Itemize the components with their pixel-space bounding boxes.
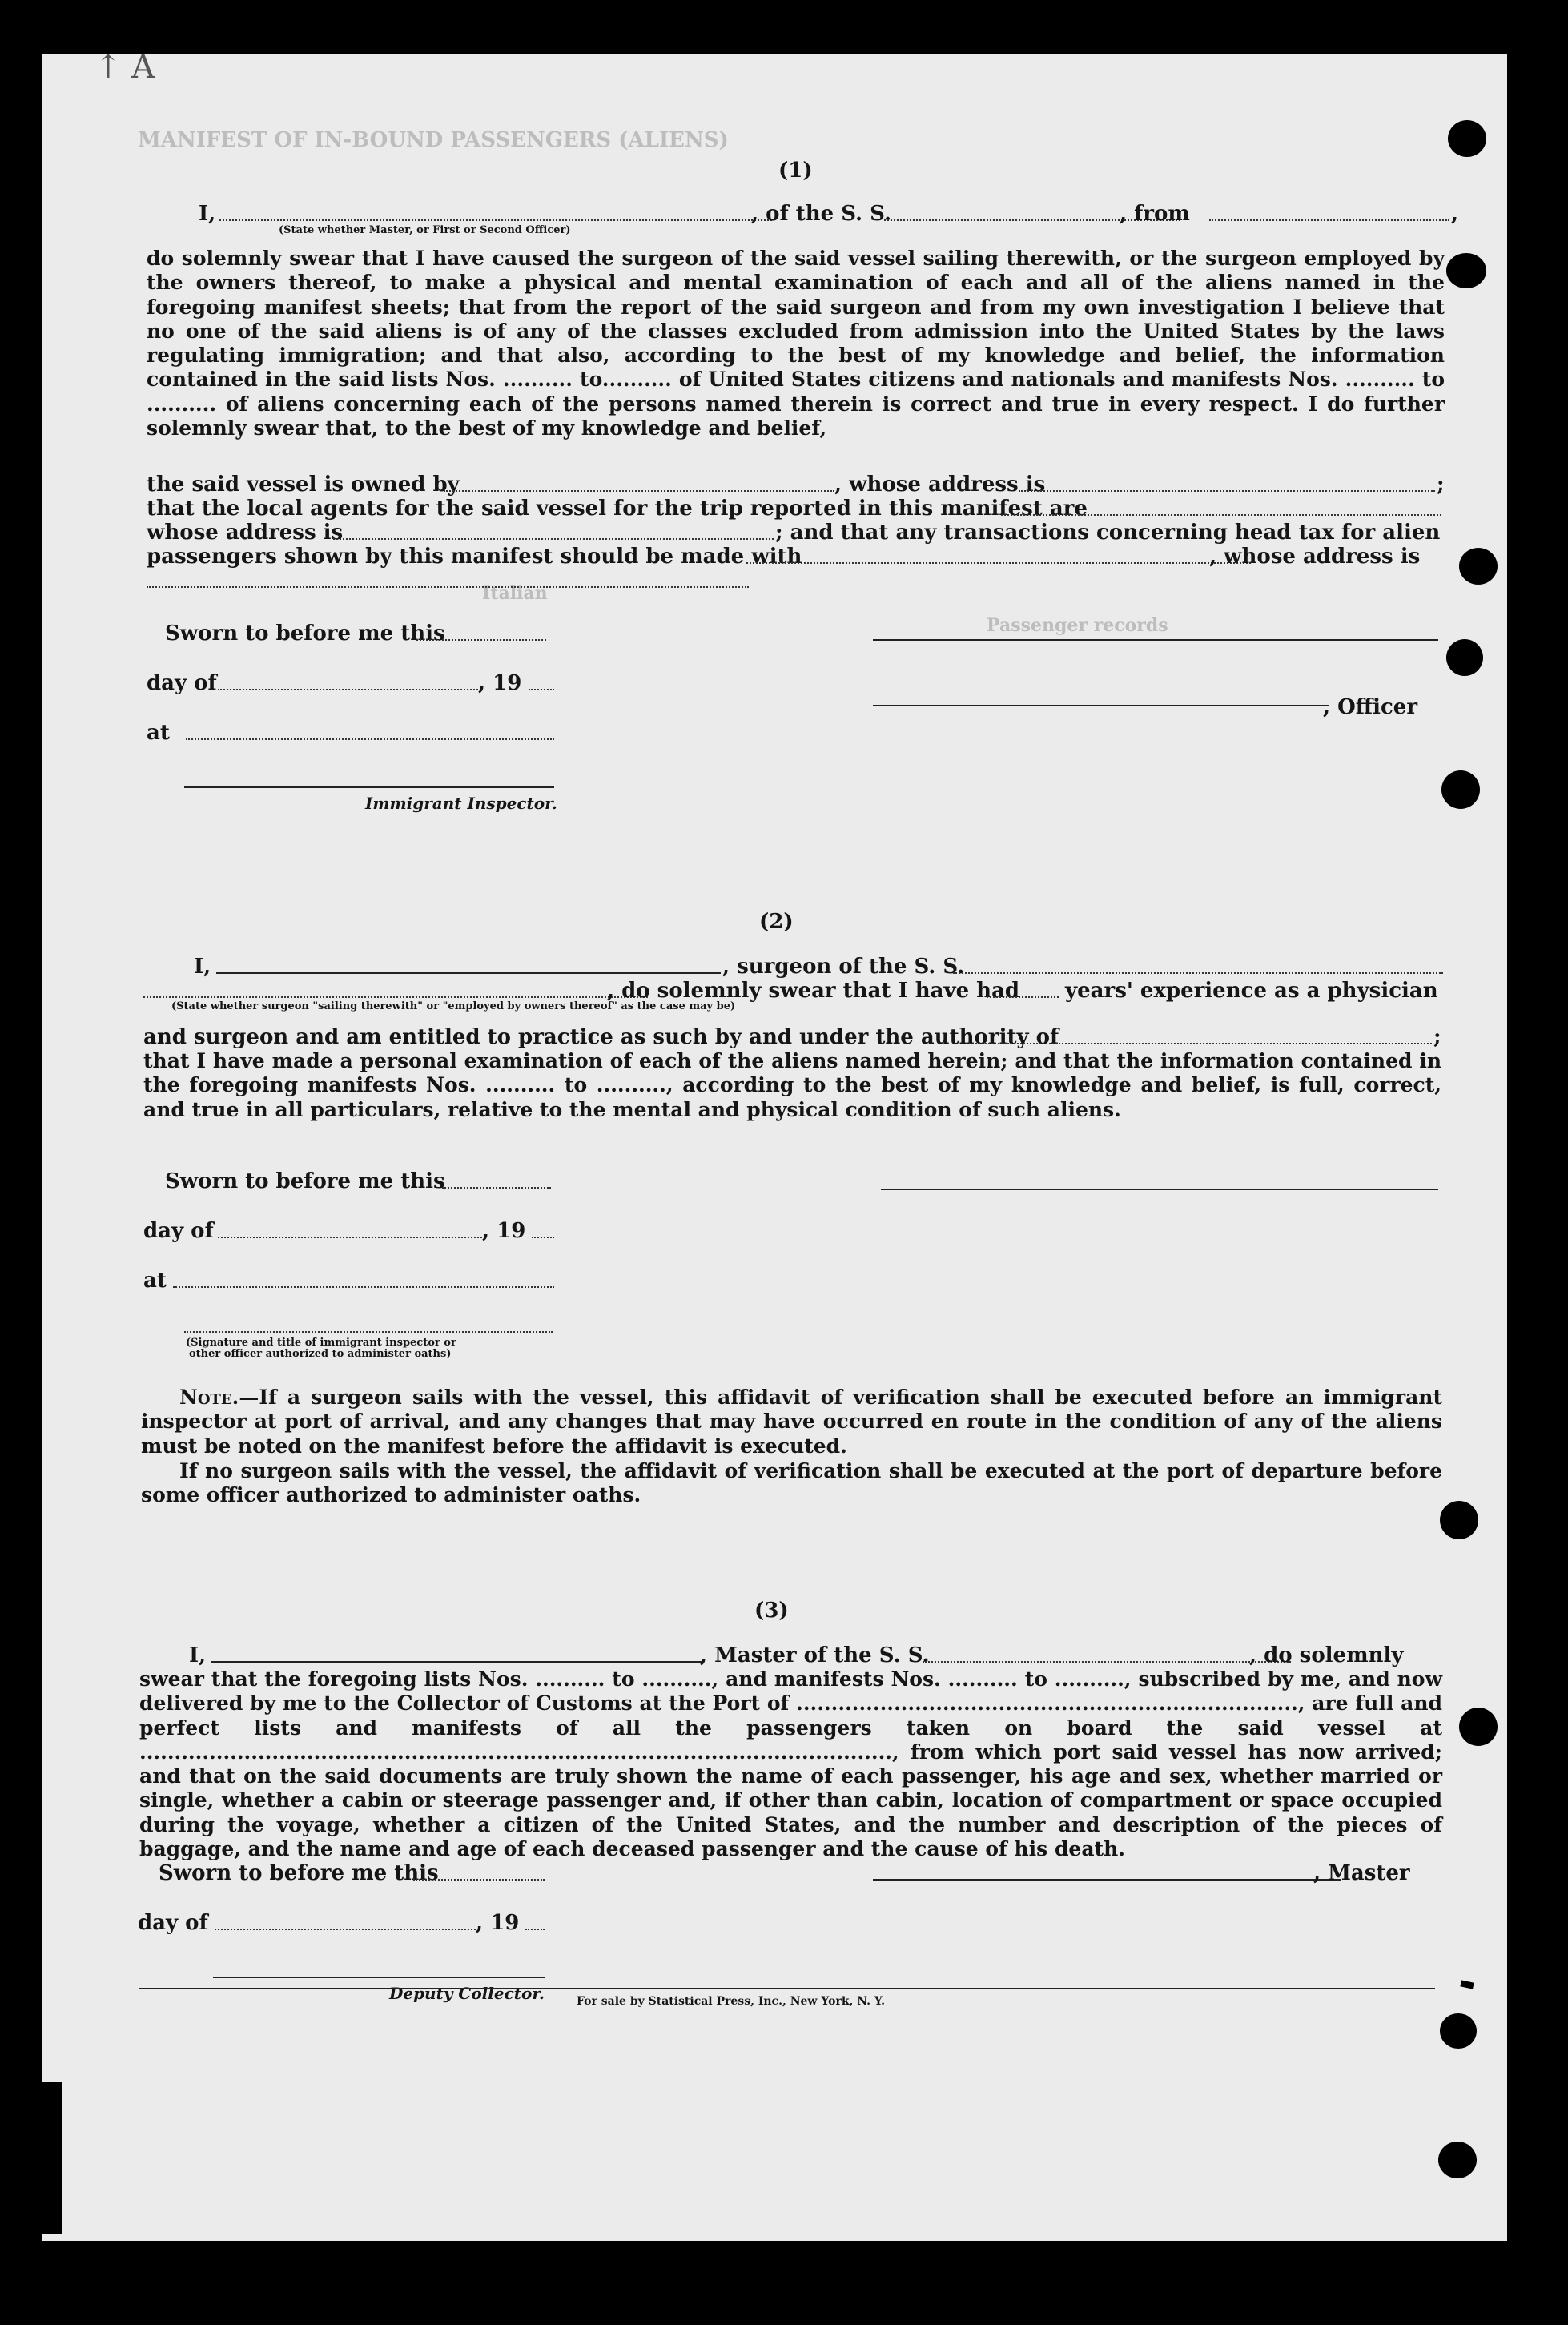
s1-agent-address-label: whose address is — [147, 521, 344, 545]
s2-sig-hint-line-2: other officer authorized to administer oaths) — [189, 1348, 452, 1360]
s1-day-of-label: day of — [147, 671, 217, 695]
s1-semicolon: ; — [1437, 473, 1445, 497]
s1-officer-signature-line[interactable] — [873, 705, 1329, 706]
form-page — [42, 54, 1507, 2241]
s1-owner-address-field[interactable] — [1019, 490, 1435, 492]
s2-surgeon-type-field[interactable] — [143, 996, 648, 998]
s3-year-field[interactable] — [525, 1929, 545, 1930]
s3-master-signature-line[interactable] — [873, 1879, 1341, 1881]
s1-i-label: I, — [199, 202, 216, 226]
note-paragraph-2: If no surgeon sails with the vessel, the affidavit of verification shall be executed at the port of departure before some officer authorized to administer oaths. — [141, 1459, 1442, 1507]
s1-passengers-label: passengers shown by this manifest should be made with — [147, 545, 802, 569]
s3-collector-signature-line[interactable] — [213, 1977, 545, 1978]
s1-contact-address-field[interactable] — [147, 586, 749, 588]
s2-place-field[interactable] — [173, 1286, 554, 1288]
s1-agent-address-field[interactable] — [333, 538, 774, 540]
s1-of-ss-label: , of the S. S. — [751, 202, 892, 226]
s1-year-field[interactable] — [529, 689, 554, 690]
s2-surgeon-type-hint: (State whether surgeon "sailing therewith" or "employed by owners thereof" as the case may be) — [171, 1000, 736, 1012]
s3-master-name-field[interactable] — [211, 1661, 702, 1663]
bleed-through-text: Passenger records — [987, 615, 1168, 636]
s1-head-tax-label: ; and that any transactions concerning head tax for alien — [775, 521, 1441, 545]
s1-sworn-day-field[interactable] — [416, 639, 546, 641]
s1-officer-hint: (State whether Master, or First or Second Officer) — [279, 224, 571, 236]
s2-year-field[interactable] — [532, 1237, 554, 1238]
s1-whose-address-3-label: , whose address is — [1209, 545, 1421, 569]
s1-year-label: , 19 — [478, 671, 522, 695]
s3-vessel-name-field[interactable] — [923, 1661, 1291, 1663]
section-3-number: (3) — [754, 1599, 789, 1623]
s1-at-label: at — [147, 721, 170, 745]
s1-owned-by-label: the said vessel is owned by — [147, 473, 460, 497]
s2-sig-hint-line-1: (Signature and title of immigrant inspector or — [186, 1337, 456, 1349]
s2-surgeon-of-label: , surgeon of the S. S. — [722, 955, 965, 979]
s2-day-of-label: day of — [143, 1219, 214, 1243]
s1-local-agents-field[interactable] — [1001, 514, 1441, 516]
s2-month-field[interactable] — [218, 1237, 482, 1238]
s1-officer-name-field[interactable] — [219, 219, 772, 221]
s1-month-field[interactable] — [218, 689, 478, 690]
s1-head-tax-contact-field[interactable] — [746, 562, 1251, 564]
s1-owner-field[interactable] — [444, 490, 834, 492]
bleed-through-text: Italian — [482, 583, 548, 604]
section-2-number: (2) — [759, 910, 794, 934]
s2-at-label: at — [143, 1269, 167, 1293]
s2-examination-paragraph: that I have made a personal examination of each of the aliens named herein; and that the information contained in the foregoing manifests Nos. .......... to .........., according to the best of my knowledge and belief, is full, correct, and true in all particulars, relative to the mental and physical condition of such aliens. — [143, 1049, 1441, 1121]
s3-oath-paragraph: swear that the foregoing lists Nos. .......... to .........., and manifests Nos. .......... to .........., subscribed by me, and now delivered by me to the Collector of Customs at the Port of ........................................................................, are full and perfect lists and manifests of all the passengers taken on board the said vessel at ............................................................................................................, from which port said vessel has now arrived; and that on the said documents are truly shown the name of each passenger, his age and sex, whether married or single, whether a cabin or steerage passenger and, if other than cabin, location of compartment or space occupied during the voyage, whether a citizen of the United States, and the number and description of the pieces of baggage, and the name and age of each deceased passenger and the cause of his death. — [139, 1667, 1442, 1861]
corner-mark: ↑ A — [94, 49, 155, 86]
s3-do-solemnly-label: , do solemnly — [1249, 1643, 1404, 1667]
s1-comma: , — [1451, 202, 1459, 226]
s3-master-label: , Master — [1313, 1861, 1410, 1885]
s2-swear-label: , do solemnly swear that I have had — [607, 979, 1020, 1003]
s2-surgeon-name-field[interactable] — [216, 972, 721, 974]
s1-master-signature-line[interactable] — [873, 639, 1438, 641]
s2-vessel-name-field[interactable] — [953, 972, 1443, 974]
s2-semicolon: ; — [1433, 1025, 1441, 1049]
s1-officer-label: , Officer — [1323, 695, 1418, 719]
s1-oath-paragraph: do solemnly swear that I have caused the surgeon of the said vessel sailing therewith, or the surgeon employed by the owners thereof, to make a physical and mental examination of each and all of the aliens named in the foregoing manifest sheets; that from the report of the said surgeon and from my own investigation I believe that no one of the said aliens is of any of the classes excluded from admission into the United States by the laws regulating immigration; and that also, according to the best of my knowledge and belief, the information contained in the said lists Nos. .......... to.......... of United States citizens and nationals and manifests Nos. .......... to .......... of aliens concerning each of the persons named therein is correct and true in every respect. I do further solemnly swear that, to the best of my knowledge and belief, — [147, 247, 1445, 440]
s3-month-field[interactable] — [215, 1929, 476, 1930]
s1-from-port-field[interactable] — [1209, 219, 1449, 221]
s3-sworn-day-field[interactable] — [413, 1879, 545, 1881]
s2-authority-field[interactable] — [966, 1043, 1432, 1044]
note-label: Note. — [179, 1386, 239, 1409]
s3-sworn-label: Sworn to before me this — [159, 1861, 439, 1885]
s2-sworn-day-field[interactable] — [442, 1187, 551, 1189]
s2-years-field[interactable] — [987, 996, 1059, 998]
s1-inspector-signature-line[interactable] — [184, 786, 554, 788]
bleed-through-text: MANIFEST OF IN-BOUND PASSENGERS (ALIENS) — [138, 128, 729, 152]
note-text: —If a surgeon sails with the vessel, this affidavit of verification shall be executed before an immigrant inspector at port of arrival, and any changes that may have occurred en route in the condition of any of the aliens must be noted on the manifest before the affidavit is executed. — [141, 1386, 1442, 1458]
s3-day-of-label: day of — [138, 1911, 208, 1935]
s1-sworn-label: Sworn to before me this — [165, 621, 445, 646]
s3-master-of-label: , Master of the S. S. — [700, 1643, 930, 1667]
s1-whose-address-label: , whose address is — [834, 473, 1046, 497]
s2-inspector-signature-line[interactable] — [184, 1331, 553, 1333]
footer-rule — [139, 1988, 1435, 1989]
s2-surgeon-signature-line[interactable] — [881, 1189, 1438, 1190]
note-paragraph-1 — [141, 1386, 1442, 1458]
s3-year-label: , 19 — [476, 1911, 520, 1935]
section-1-number: (1) — [778, 159, 813, 183]
s2-year-label: , 19 — [482, 1219, 526, 1243]
s1-from-label: , from — [1120, 202, 1190, 226]
s3-i-label: I, — [189, 1643, 207, 1667]
s3-collector-caption: Deputy Collector. — [389, 1984, 545, 2003]
s2-authority-label: and surgeon and am entitled to practice as such by and under the authority of — [143, 1025, 1059, 1049]
s2-i-label: I, — [194, 955, 211, 979]
footer-imprint: For sale by Statistical Press, Inc., New York, N. Y. — [577, 1995, 885, 2008]
s1-local-agents-label: that the local agents for the said vessel for the trip reported in this manifest are — [147, 497, 1088, 521]
s1-inspector-caption: Immigrant Inspector. — [365, 794, 557, 813]
s2-years-label: years' experience as a physician — [1065, 979, 1438, 1003]
s1-place-field[interactable] — [186, 738, 554, 740]
s2-sworn-label: Sworn to before me this — [165, 1169, 445, 1193]
